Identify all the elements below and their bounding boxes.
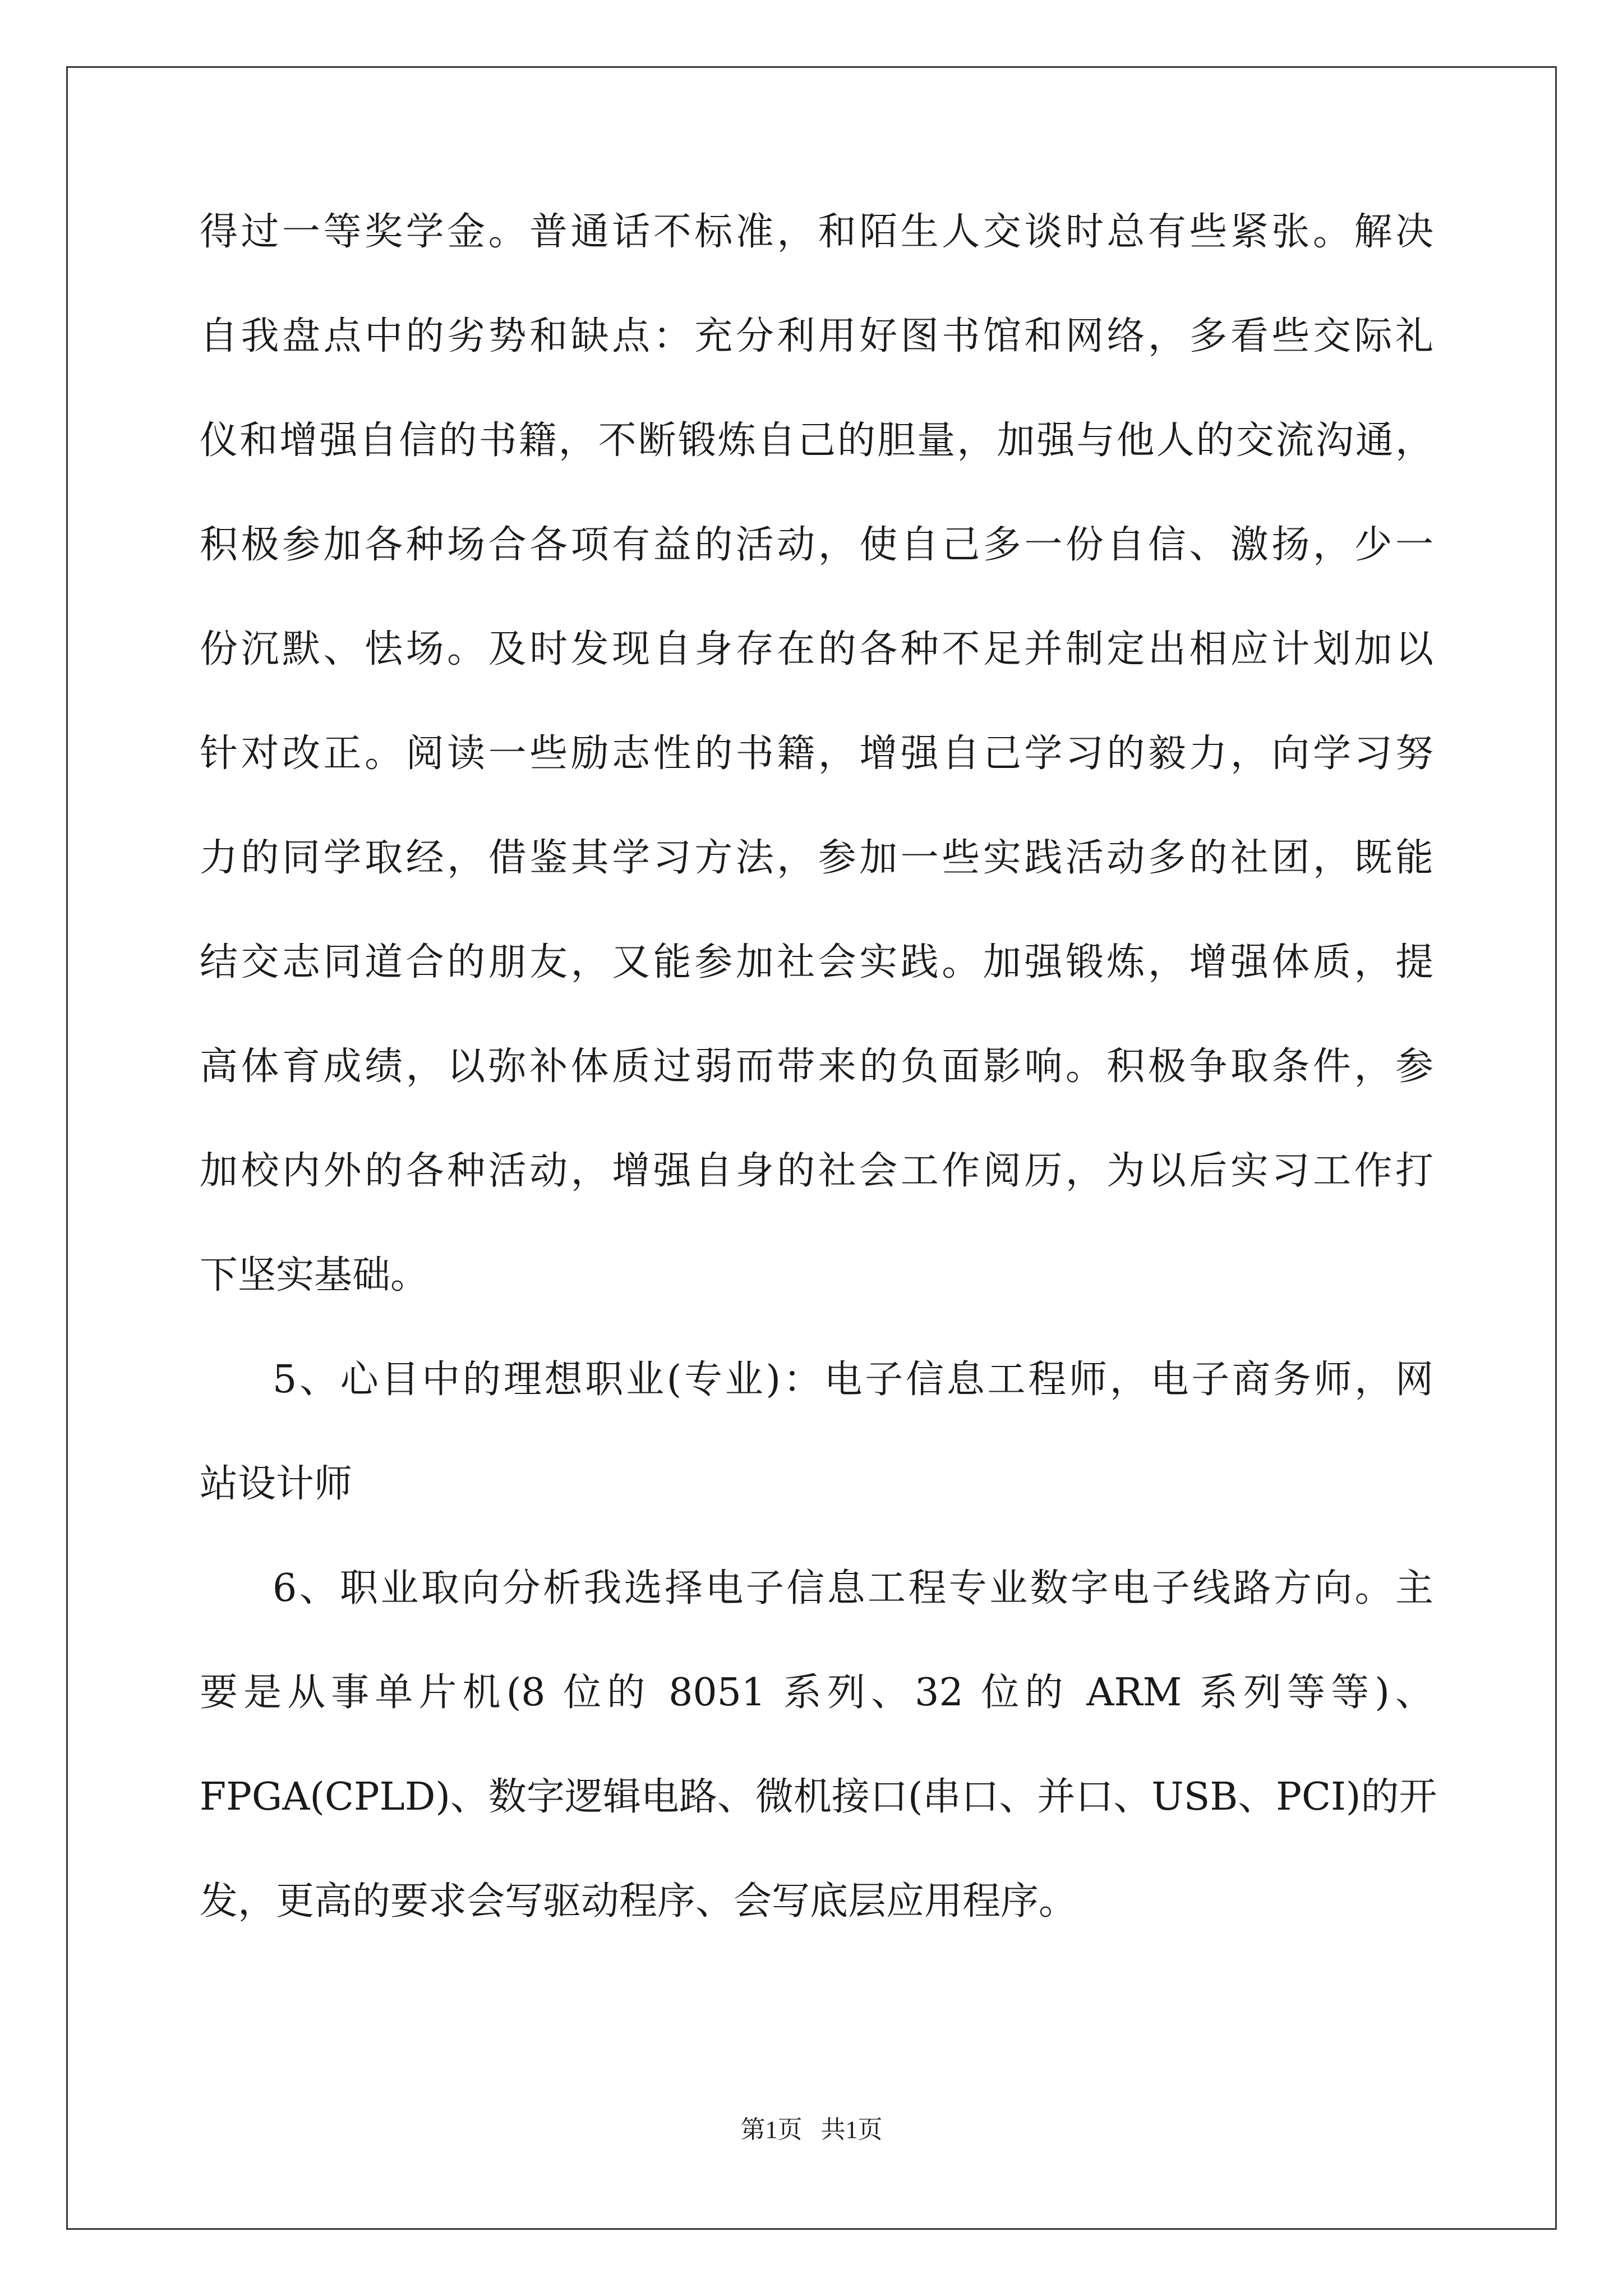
- text-line: 加校内外的各种活动，增强自身的社会工作阅历，为以后实习工作打: [200, 1149, 1433, 1193]
- text-line: 5、心目中的理想职业(专业)：电子信息工程师，电子商务师，网: [273, 1358, 1433, 1402]
- text-line: 高体育成绩，以弥补体质过弱而带来的负面影响。积极争取条件，参: [200, 1045, 1433, 1089]
- text-line: 站设计师: [200, 1462, 353, 1506]
- text-line: 得过一等奖学金。普通话不标准，和陌生人交谈时总有些紧张。解决: [200, 210, 1433, 254]
- text-line: 6、职业取向分析我选择电子信息工程专业数字电子线路方向。主: [273, 1566, 1433, 1611]
- text-line: 结交志同道合的朋友，又能参加社会实践。加强锻炼，增强体质，提: [200, 940, 1433, 984]
- text-line: 发，更高的要求会写驱动程序、会写底层应用程序。: [200, 1879, 1077, 1924]
- text-line: FPGA(CPLD)、数字逻辑电路、微机接口(串口、并口、USB、PCI)的开: [200, 1775, 1437, 1819]
- text-line: 要是从事单片机(8 位的 8051 系列、32 位的 ARM 系列等等)、: [200, 1671, 1433, 1715]
- text-line: 份沉默、怯场。及时发现自身存在的各种不足并制定出相应计划加以: [200, 627, 1433, 671]
- text-line: 积极参加各种场合各项有益的活动，使自己多一份自信、激扬，少一: [200, 523, 1433, 567]
- text-line: 针对改正。阅读一些励志性的书籍，增强自己学习的毅力，向学习努: [200, 731, 1433, 776]
- text-line: 自我盘点中的劣势和缺点：充分利用好图书馆和网络，多看些交际礼: [200, 314, 1433, 358]
- page-number: 第1页 共1页: [740, 2116, 883, 2143]
- text-line: 仪和增强自信的书籍，不断锻炼自己的胆量，加强与他人的交流沟通，: [200, 418, 1433, 463]
- text-line: 下坚实基础。: [200, 1253, 429, 1297]
- page-footer: [0, 2109, 1623, 2145]
- text-line: 力的同学取经，借鉴其学习方法，参加一些实践活动多的社团，既能: [200, 836, 1433, 880]
